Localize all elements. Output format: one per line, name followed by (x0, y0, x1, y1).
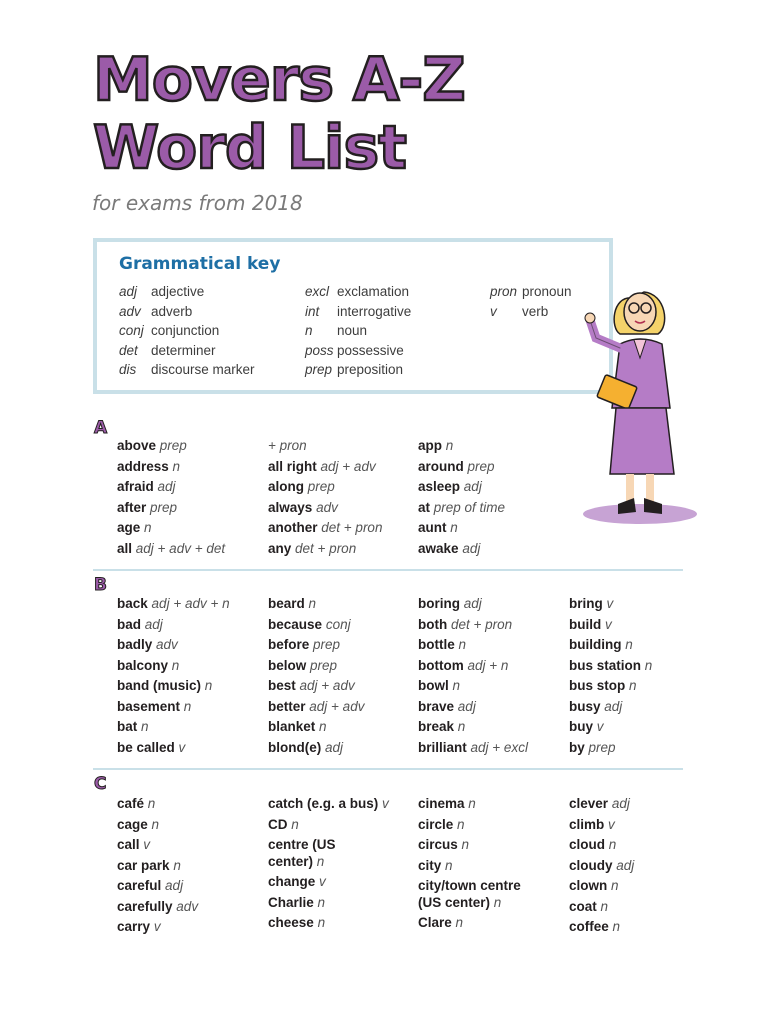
key-column-3 (490, 284, 572, 323)
word-entry: brilliant adj + excl (418, 739, 528, 755)
word-entry: Clare n (418, 915, 464, 930)
section-letter-c: C (94, 774, 107, 794)
key-row: v verb (490, 303, 549, 319)
section-b-column-3 (418, 596, 566, 760)
word-entry: brave adj (418, 698, 476, 714)
section-b-column-2 (268, 596, 416, 760)
key-row: dis discourse marker (119, 362, 255, 377)
word-entry: asleep adj (418, 479, 482, 494)
word-entry: café n (117, 796, 156, 811)
word-entry: + pron (268, 438, 307, 453)
word-entry: another det + pron (268, 520, 383, 535)
word-entry: climb v (569, 816, 615, 832)
word-entry: band (music) n (117, 678, 213, 693)
word-entry: back adj + adv + n (117, 596, 230, 611)
word-entry: cage n (117, 816, 160, 832)
word-entry: cheese n (268, 915, 326, 930)
word-entry: before prep (268, 637, 341, 652)
section-b-column-4 (569, 596, 717, 760)
word-entry: balcony n (117, 657, 180, 673)
word-entry: CD n (268, 816, 299, 832)
word-entry: centre (US center) n (268, 837, 336, 869)
word-entry: around prep (418, 458, 495, 474)
word-entry: aunt n (418, 520, 458, 535)
word-entry: call v (117, 837, 151, 852)
word-entry: bowl n (418, 678, 461, 693)
word-entry: both det + pron (418, 616, 513, 632)
word-entry: bottle n (418, 637, 467, 652)
section-divider (93, 768, 683, 770)
word-entry: always adv (268, 499, 338, 515)
word-entry: badly adv (117, 637, 178, 652)
key-row: adj adjective (119, 284, 205, 299)
key-row: poss possessive (305, 342, 404, 358)
word-entry: along prep (268, 479, 335, 494)
word-entry: above prep (117, 438, 187, 453)
word-entry: by prep (569, 739, 616, 755)
word-entry: age n (117, 520, 152, 535)
word-entry: coffee n (569, 919, 621, 934)
section-a-column-1 (117, 438, 265, 561)
key-row: prep preposition (305, 362, 404, 377)
word-entry: awake adj (418, 540, 481, 556)
word-entry: afraid adj (117, 479, 176, 494)
word-entry: change v (268, 874, 326, 889)
teacher-illustration (582, 268, 702, 530)
word-entry: below prep (268, 657, 338, 673)
word-entry: after prep (117, 499, 178, 515)
word-entry: blond(e) adj (268, 739, 344, 755)
section-divider (93, 569, 683, 571)
word-entry: circus n (418, 837, 470, 852)
section-c-column-2 (268, 796, 408, 936)
key-row: det determiner (119, 342, 216, 358)
word-entry: any det + pron (268, 540, 357, 556)
word-entry: all right adj + adv (268, 458, 376, 474)
word-entry: careful adj (117, 878, 184, 893)
key-row: n noun (305, 323, 368, 338)
word-entry: Charlie n (268, 894, 326, 910)
section-letter-b: B (94, 575, 107, 595)
word-entry: app n (418, 438, 454, 453)
word-entry: carefully adv (117, 898, 199, 914)
word-entry: bottom adj + n (418, 657, 509, 673)
word-entry: city/town centre (US center) n (418, 878, 521, 910)
word-entry: bad adj (117, 616, 163, 632)
section-c-column-4 (569, 796, 717, 940)
word-entry: build v (569, 616, 612, 632)
word-entry: because conj (268, 616, 351, 632)
key-column-2 (305, 284, 411, 382)
subtitle: for exams from 2018 (92, 191, 303, 215)
word-entry: circle n (418, 816, 465, 832)
word-entry: best adj + adv (268, 678, 355, 693)
section-a-column-3 (418, 438, 566, 561)
key-row: adv adverb (119, 303, 193, 319)
title-line-2: Word List (93, 113, 406, 183)
word-entry: car park n (117, 857, 181, 873)
word-entry: cloudy adj (569, 857, 635, 873)
section-b-column-1 (117, 596, 265, 760)
word-entry: break n (418, 719, 466, 734)
word-entry: clown n (569, 878, 619, 893)
word-entry: building n (569, 637, 633, 652)
word-entry: beard n (268, 596, 317, 611)
word-entry: busy adj (569, 698, 623, 714)
word-entry: bus station n (569, 657, 653, 673)
title-line-1: Movers A-Z (93, 45, 465, 115)
word-entry: bring v (569, 596, 614, 611)
word-entry: address n (117, 458, 181, 474)
grammatical-key-box (93, 238, 613, 394)
section-a-column-2 (268, 438, 416, 561)
word-entry: coat n (569, 898, 609, 914)
word-entry: catch (e.g. a bus) v (268, 796, 389, 811)
word-entry: be called v (117, 739, 186, 755)
word-entry: blanket n (268, 719, 327, 734)
key-title: Grammatical key (119, 254, 281, 274)
word-entry: bus stop n (569, 678, 637, 693)
word-entry: better adj + adv (268, 698, 365, 714)
key-row: conj conjunction (119, 323, 220, 338)
key-row: excl exclamation (305, 284, 410, 299)
word-entry: at prep of time (418, 499, 506, 515)
word-entry: bat n (117, 719, 149, 734)
word-entry: basement n (117, 698, 192, 714)
section-c-column-3 (418, 796, 566, 936)
section-c-column-1 (117, 796, 265, 940)
key-column-1 (119, 284, 255, 382)
word-entry: cinema n (418, 796, 476, 811)
section-letter-a: A (94, 418, 108, 438)
word-entry: city n (418, 857, 453, 873)
key-row: int interrogative (305, 303, 412, 319)
word-entry: cloud n (569, 837, 617, 852)
word-entry: carry v (117, 919, 161, 934)
word-entry: all adj + adv + det (117, 540, 226, 556)
word-entry: buy v (569, 719, 604, 734)
key-row: pron pronoun (490, 284, 572, 299)
word-entry: clever adj (569, 796, 630, 811)
word-entry: boring adj (418, 596, 482, 611)
